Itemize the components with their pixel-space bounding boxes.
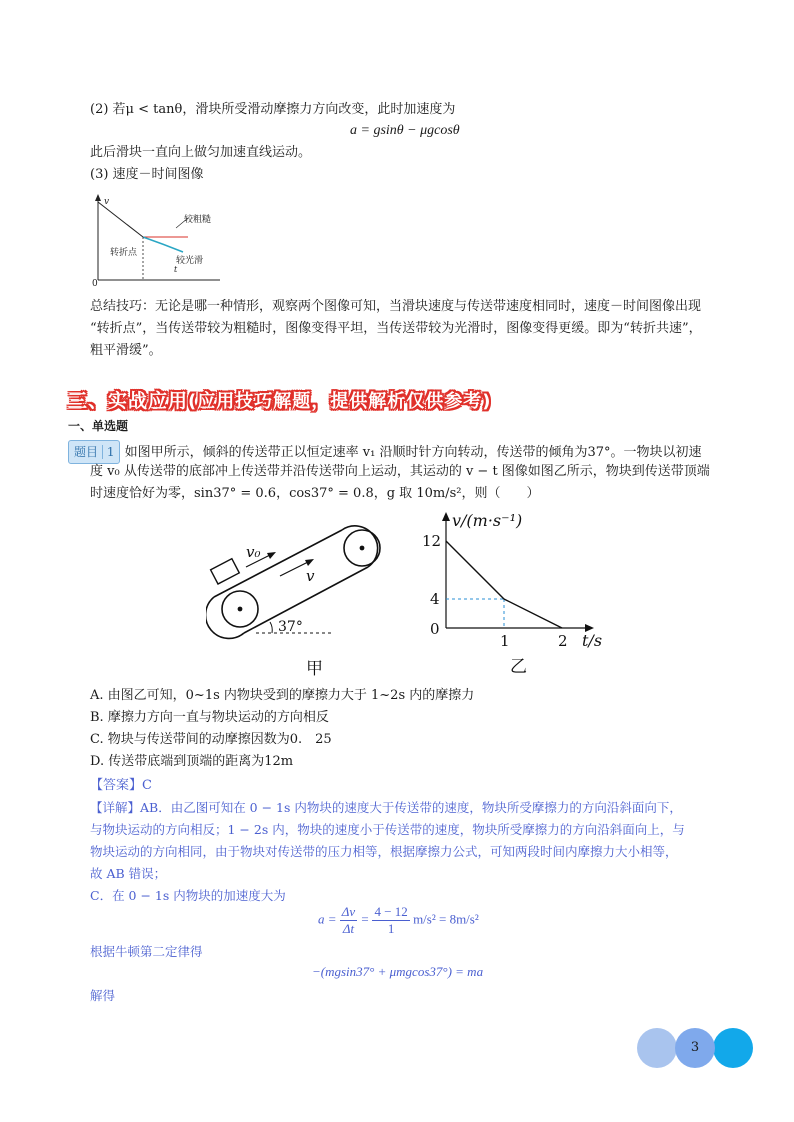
small-graph-decel-line	[98, 202, 143, 237]
x-tick-2: 2	[558, 632, 568, 650]
fig-yi-vt-chart	[418, 506, 618, 678]
page-number: 3	[675, 1028, 715, 1068]
v0-arrowhead	[267, 552, 276, 559]
small-graph-t-label: t	[174, 265, 178, 274]
subsection-title: 一、单选题	[68, 419, 129, 433]
acceleration-formula: a = $\frac{\Delta v}{\Delta t}$ = $\frac{4 - 12}{1}$ m/s² = 8m/s²	[318, 904, 479, 936]
answer-label: 【答案】C	[90, 778, 152, 793]
detail-line-2: 与物块运动的方向相反；1 − 2s 内，物块的速度小于传送带的速度，物块所受摩擦力的方向沿斜面向上，与	[90, 822, 685, 837]
question-text-1: 如图甲所示，倾斜的传送带正以恒定速率 v₁ 沿顺时针方向转动，传送带的倾角为37°。一物块以初速	[124, 445, 702, 460]
option-a: A. 由图乙可知，0~1s 内物块受到的摩擦力大于 1~2s 内的摩擦力	[90, 688, 475, 703]
small-graph-y-arrow	[95, 194, 101, 201]
small-vt-graph	[88, 192, 228, 288]
fig-jia-caption: 甲	[306, 659, 323, 678]
small-graph-v-label: v	[104, 197, 110, 207]
section-heading	[68, 386, 491, 413]
section-title: 三、实战应用	[68, 390, 189, 412]
y-axis-label: v/(m·s⁻¹)	[452, 511, 523, 530]
question-tag: 题目 1	[68, 440, 120, 464]
summary-line-1: 总结技巧：无论是哪一种情形，观察两个图像可知，当滑块速度与传送带速度相同时，速度－时间图像出现	[90, 299, 702, 314]
y-axis-arrow	[442, 512, 450, 521]
option-b: B. 摩擦力方向一直与物块运动的方向相反	[90, 710, 329, 725]
small-graph-origin: 0	[92, 279, 98, 288]
page-deco-left	[637, 1028, 677, 1068]
detail-line-4: 故 AB 错误；	[90, 866, 167, 881]
intro-line-2: 此后滑块一直向上做匀加速直线运动。	[90, 145, 312, 160]
belt-right-end	[342, 526, 378, 567]
v-label: v	[306, 567, 315, 585]
left-pulley-axle	[238, 607, 243, 612]
angle-arc	[270, 622, 272, 633]
small-graph-smooth-curve	[143, 237, 183, 252]
v-arrowhead	[305, 559, 314, 566]
small-graph-rough-label: 较粗糙	[184, 215, 212, 225]
solve-line: 解得	[90, 988, 116, 1003]
intro-formula: a = gsinθ − μgcosθ	[350, 123, 460, 138]
angle-label: 37°	[278, 619, 303, 635]
vt-series-line	[446, 541, 562, 628]
question-line-2: 度 v₀ 从传送带的底部冲上传送带并沿传送带向上运动，其运动的 v − t 图像如图乙所示，物块到传送带顶端	[90, 464, 710, 479]
summary-line-2: “转折点”，当传送带较为粗糙时，图像变得平坦，当传送带较为光滑时，图像变得更缓。即为“转折共速”，	[90, 321, 702, 336]
question-line-1	[68, 440, 702, 464]
x-axis-label: t/s	[582, 631, 603, 650]
section-subtitle: (应用技巧解题，提供解析仅供参考)	[188, 391, 492, 412]
block	[211, 559, 240, 584]
v0-label: v₀	[246, 543, 261, 561]
fig-yi-caption: 乙	[510, 657, 527, 677]
summary-line-3: 粗平滑缓”。	[90, 343, 162, 358]
intro-line-3: (3) 速度－时间图像	[90, 167, 204, 182]
x-tick-1: 1	[500, 632, 510, 650]
small-graph-smooth-label: 较光滑	[176, 256, 204, 266]
newton-formula: −(mgsin37° + μmgcos37°) = ma	[312, 964, 484, 979]
intro-line-1: (2) 若μ < tanθ，滑块所受滑动摩擦力方向改变，此时加速度为	[90, 102, 456, 117]
question-line-3: 时速度恰好为零，sin37° = 0.6，cos37° = 0.8，g 取 10m/s²，则（ ）	[90, 486, 540, 501]
c-part-line: C．在 0 − 1s 内物块的加速度大为	[90, 888, 286, 903]
newton-line: 根据牛顿第二定律得	[90, 944, 203, 959]
y-tick-0: 0	[430, 620, 440, 638]
y-tick-12: 12	[422, 532, 442, 550]
right-pulley-axle	[360, 546, 365, 551]
detail-line-3: 物块运动的方向相同，由于物块对传送带的压力相等，根据摩擦力公式，可知两段时间内摩擦力大小相等，	[90, 844, 678, 859]
detail-line-1: 【详解】AB．由乙图可知在 0 − 1s 内物块的速度大于传送带的速度，物块所受摩擦力的方向沿斜面向下，	[90, 800, 682, 815]
fig-jia-conveyor	[206, 518, 396, 678]
option-c: C. 物块与传送带间的动摩擦因数为0. 25	[90, 732, 332, 747]
small-graph-turn-label: 转折点	[110, 248, 138, 258]
y-tick-4: 4	[430, 590, 440, 608]
page-deco-right	[713, 1028, 753, 1068]
option-d: D. 传送带底端到顶端的距离为12m	[90, 754, 294, 769]
